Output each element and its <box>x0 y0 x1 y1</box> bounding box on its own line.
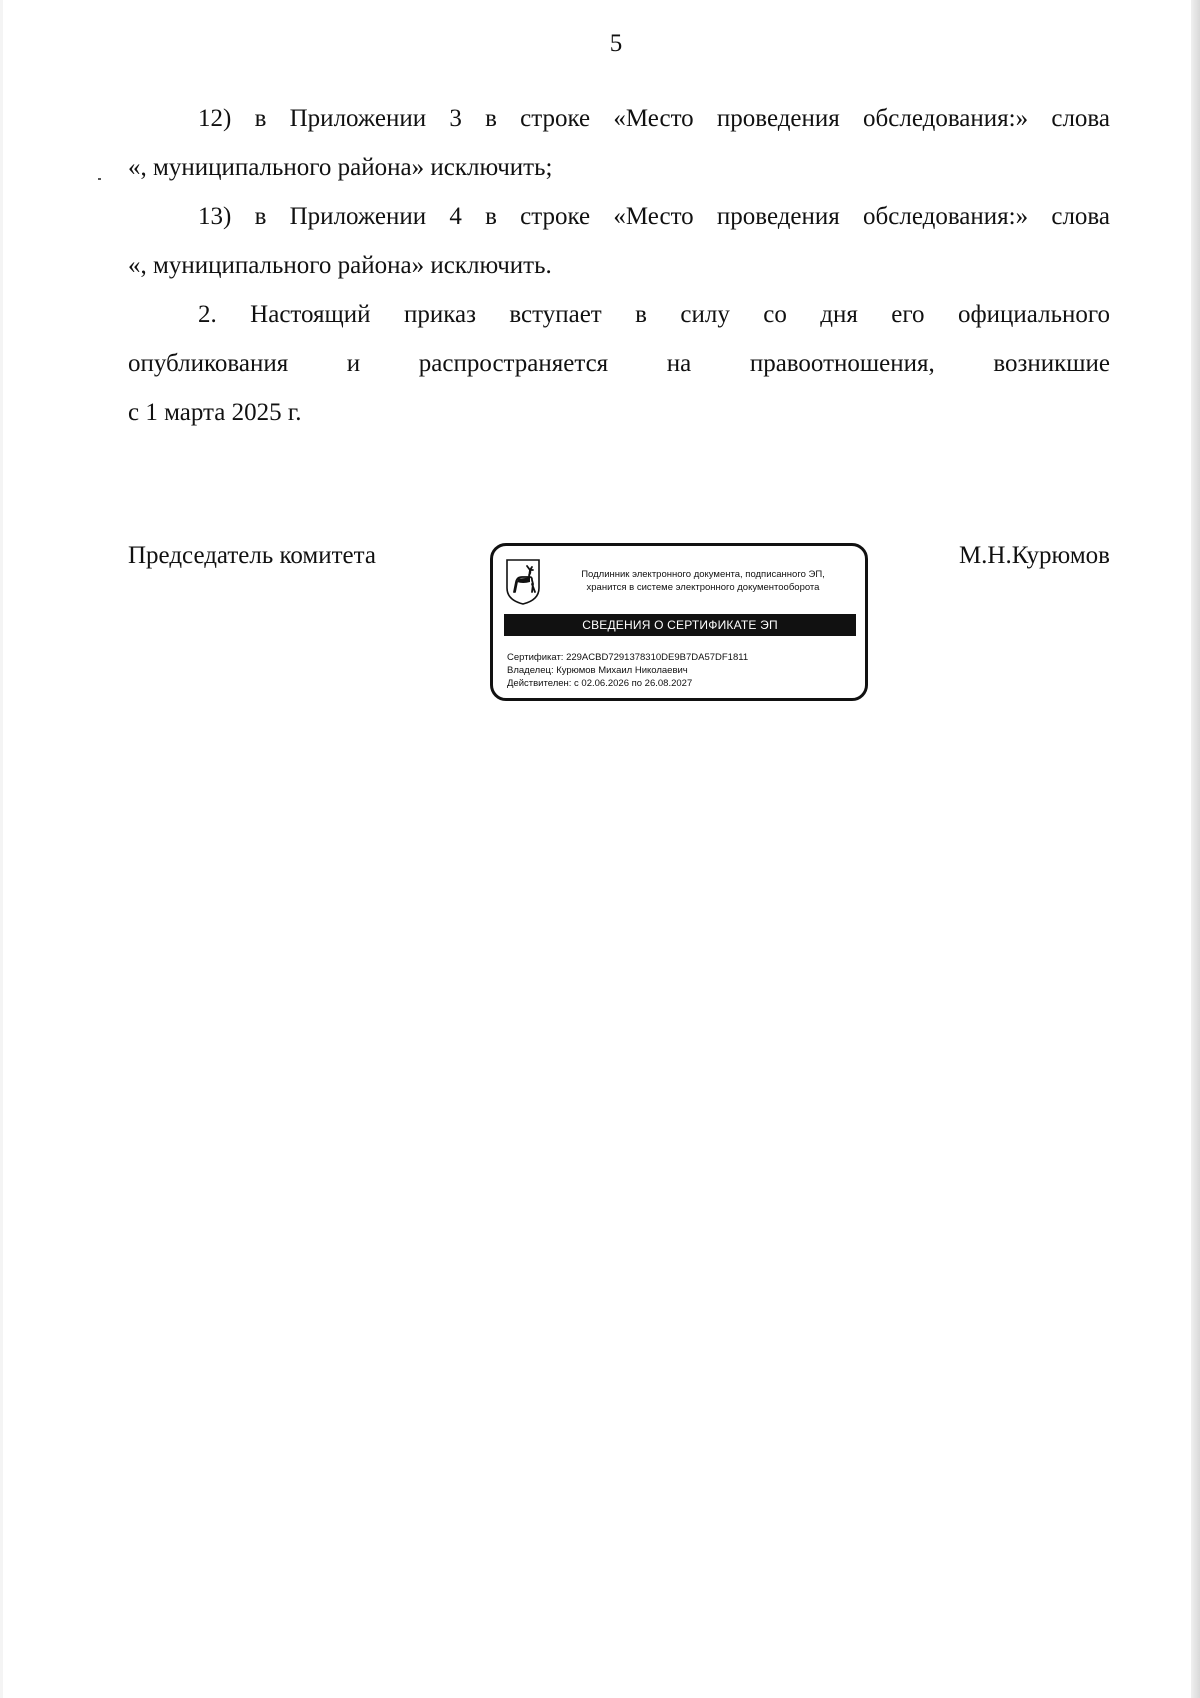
stamp-header <box>553 568 853 594</box>
item-12-line-1: 12) в Приложении 3 в строке «Место проведения обследования:» слова <box>198 105 1110 132</box>
clause-2-line-1: 2. Настоящий приказ вступает в силу со дня его официального <box>198 301 1110 328</box>
stamp-certificate-bar: СВЕДЕНИЯ О СЕРТИФИКАТЕ ЭП <box>504 614 856 636</box>
signatory-title: Председатель комитета <box>128 542 376 569</box>
stamp-validity: Действителен: с 02.06.2026 по 26.08.2027 <box>507 678 693 689</box>
scan-speck <box>98 178 101 180</box>
clause-2-line-3: с 1 марта 2025 г. <box>128 399 302 426</box>
signatory-name: М.Н.Курюмов <box>958 542 1110 569</box>
item-12-line-2: «, муниципального района» исключить; <box>128 154 553 181</box>
scan-edge-left <box>0 0 3 1698</box>
page-number: 5 <box>609 30 623 57</box>
stamp-header-line-2: хранится в системе электронного документооборота <box>586 582 820 593</box>
item-13-line-2: «, муниципального района» исключить. <box>128 252 552 279</box>
clause-2-line-2: опубликования и распространяется на правоотношения, возникшие <box>128 350 1110 377</box>
deer-coat-of-arms-icon <box>505 558 541 606</box>
stamp-header-line-1: Подлинник электронного документа, подписанного ЭП, <box>581 569 825 580</box>
document-body <box>128 94 1110 437</box>
stamp-owner: Владелец: Курюмов Михаил Николаевич <box>507 665 688 676</box>
item-13-line-1: 13) в Приложении 4 в строке «Место проведения обследования:» слова <box>198 203 1110 230</box>
scan-edge-right <box>1191 0 1200 1698</box>
stamp-certificate-number: Сертификат: 229ACBD7291378310DE9B7DA57DF1811 <box>507 652 749 663</box>
stamp-details <box>507 651 748 690</box>
electronic-signature-stamp <box>490 543 868 701</box>
